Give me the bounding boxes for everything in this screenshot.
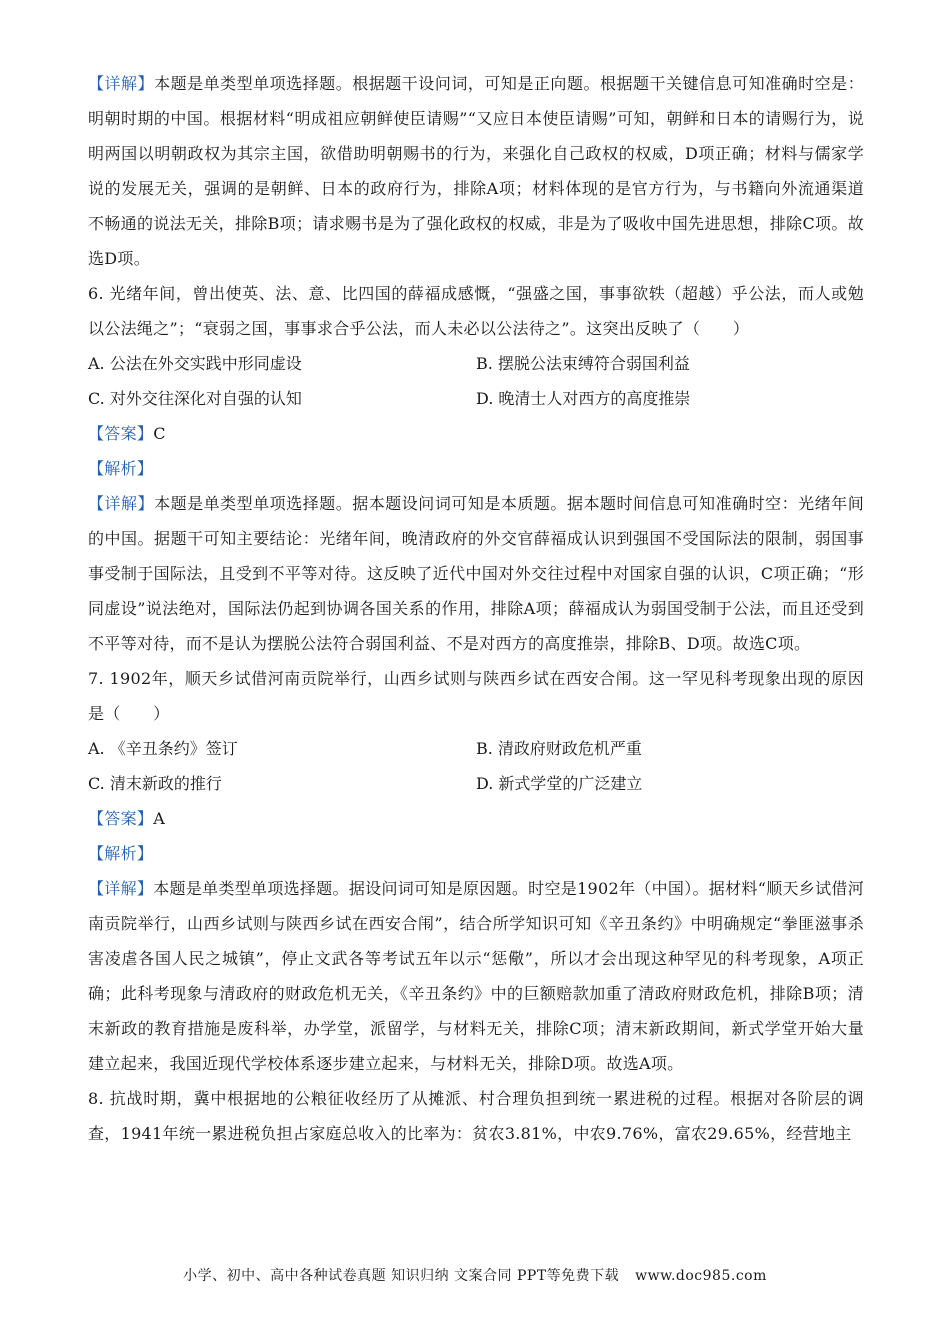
q7-stem: 7. 1902年，顺天乡试借河南贡院举行，山西乡试则与陕西乡试在西安合闱。这一罕见科考现象出现的原因是（ ） [88, 669, 864, 723]
q7-answer-value: A [153, 809, 166, 828]
q6-answer-value: C [153, 424, 166, 443]
q6-detail [88, 486, 864, 661]
document-body [88, 66, 864, 1151]
detail-tag: 【详解】 [88, 74, 155, 93]
q6-option-b: B. 摆脱公法束缚符合弱国利益 [476, 354, 690, 373]
q7-detail [88, 871, 864, 1081]
q5-detail [88, 66, 864, 276]
q7-options-row-2 [88, 766, 864, 801]
answer-tag: 【答案】 [88, 809, 154, 828]
q6-analysis-heading [88, 451, 864, 486]
q6-detail-text: 本题是单类型单项选择题。据本题设问词可知是本质题。据本题时间信息可知准确时空：光绪年间的中国。据题干可知主要结论：光绪年间，晚清政府的外交官薛福成认识到强国不受国际法的限制，弱国事事受制于国际法，且受到不平等对待。这反映了近代中国对外交往过程中对国家自强的认识，C项正确；“形同虚设”说法绝对，国际法仍起到协调各国关系的作用，排除A项；薛福成认为弱国受制于公法，而且还受到不平等对待，而不是认为摆脱公法符合弱国利益、不是对西方的高度推崇，排除B、D项。故选C项。 [88, 494, 864, 653]
q7-option-a: A. 《辛丑条约》签订 [88, 739, 238, 758]
q7-option-c: C. 清末新政的推行 [88, 774, 222, 793]
detail-tag: 【详解】 [88, 494, 155, 513]
footer-url: www.doc985.com [635, 1268, 767, 1284]
page-footer [0, 1265, 950, 1285]
q6-options-row-2 [88, 381, 864, 416]
q7-analysis-heading [88, 836, 864, 871]
q8-stem: 8. 抗战时期，冀中根据地的公粮征收经历了从摊派、村合理负担到统一累进税的过程。根据对各阶层的调查，1941年统一累进税负担占家庭总收入的比率为：贫农3.81%，中农9.76%，富农29.65%，经营地主 [88, 1089, 864, 1143]
footer-text: 小学、初中、高中各种试卷真题 知识归纳 文案合同 PPT等免费下载 [183, 1268, 620, 1284]
q6-option-a: A. 公法在外交实践中形同虚设 [88, 354, 302, 373]
detail-tag: 【详解】 [88, 879, 154, 898]
q6-options-row-1 [88, 346, 864, 381]
q7-answer [88, 801, 864, 836]
analysis-tag: 【解析】 [88, 459, 154, 478]
q7-option-b: B. 清政府财政危机严重 [476, 739, 642, 758]
q5-detail-text: 本题是单类型单项选择题。根据题干设问词，可知是正向题。根据题干关键信息可知准确时空是：明朝时期的中国。根据材料“明成祖应朝鲜使臣请赐”“又应日本使臣请赐”可知，朝鲜和日本的请赐行为，说明两国以明朝政权为其宗主国，欲借助明朝赐书的行为，来强化自己政权的权威，D项正确；材料与儒家学说的发展无关，强调的是朝鲜、日本的政府行为，排除A项；材料体现的是官方行为，与书籍向外流通渠道不畅通的说法无关，排除B项；请求赐书是为了强化政权的权威，非是为了吸收中国先进思想，排除C项。故选D项。 [88, 74, 864, 268]
q6-answer [88, 416, 864, 451]
answer-tag: 【答案】 [88, 424, 154, 443]
q6-stem: 6. 光绪年间，曾出使英、法、意、比四国的薛福成感慨，“强盛之国，事事欲轶（超越）乎公法，而人或勉以公法绳之”；“衰弱之国，事事求合乎公法，而人未必以公法待之”。这突出反映了（ ） [88, 284, 864, 338]
q7-options-row-1 [88, 731, 864, 766]
analysis-tag: 【解析】 [88, 844, 154, 863]
q7-detail-text: 本题是单类型单项选择题。据设问词可知是原因题。时空是1902年（中国）。据材料“顺天乡试借河南贡院举行，山西乡试则与陕西乡试在西安合闱”，结合所学知识可知《辛丑条约》中明确规定“拳匪滋事杀害凌虐各国人民之城镇”，停止文武各等考试五年以示“惩儆”，所以才会出现这种罕见的科考现象，A项正确；此科考现象与清政府的财政危机无关，《辛丑条约》中的巨额赔款加重了清政府财政危机，排除B项；清末新政的教育措施是废科举，办学堂，派留学，与材料无关，排除C项；清末新政期间，新式学堂开始大量建立起来，我国近现代学校体系逐步建立起来，与材料无关，排除D项。故选A项。 [88, 879, 865, 1073]
q6-option-c: C. 对外交往深化对自强的认知 [88, 389, 302, 408]
q6-option-d: D. 晚清士人对西方的高度推崇 [476, 389, 691, 408]
q7-option-d: D. 新式学堂的广泛建立 [476, 774, 643, 793]
